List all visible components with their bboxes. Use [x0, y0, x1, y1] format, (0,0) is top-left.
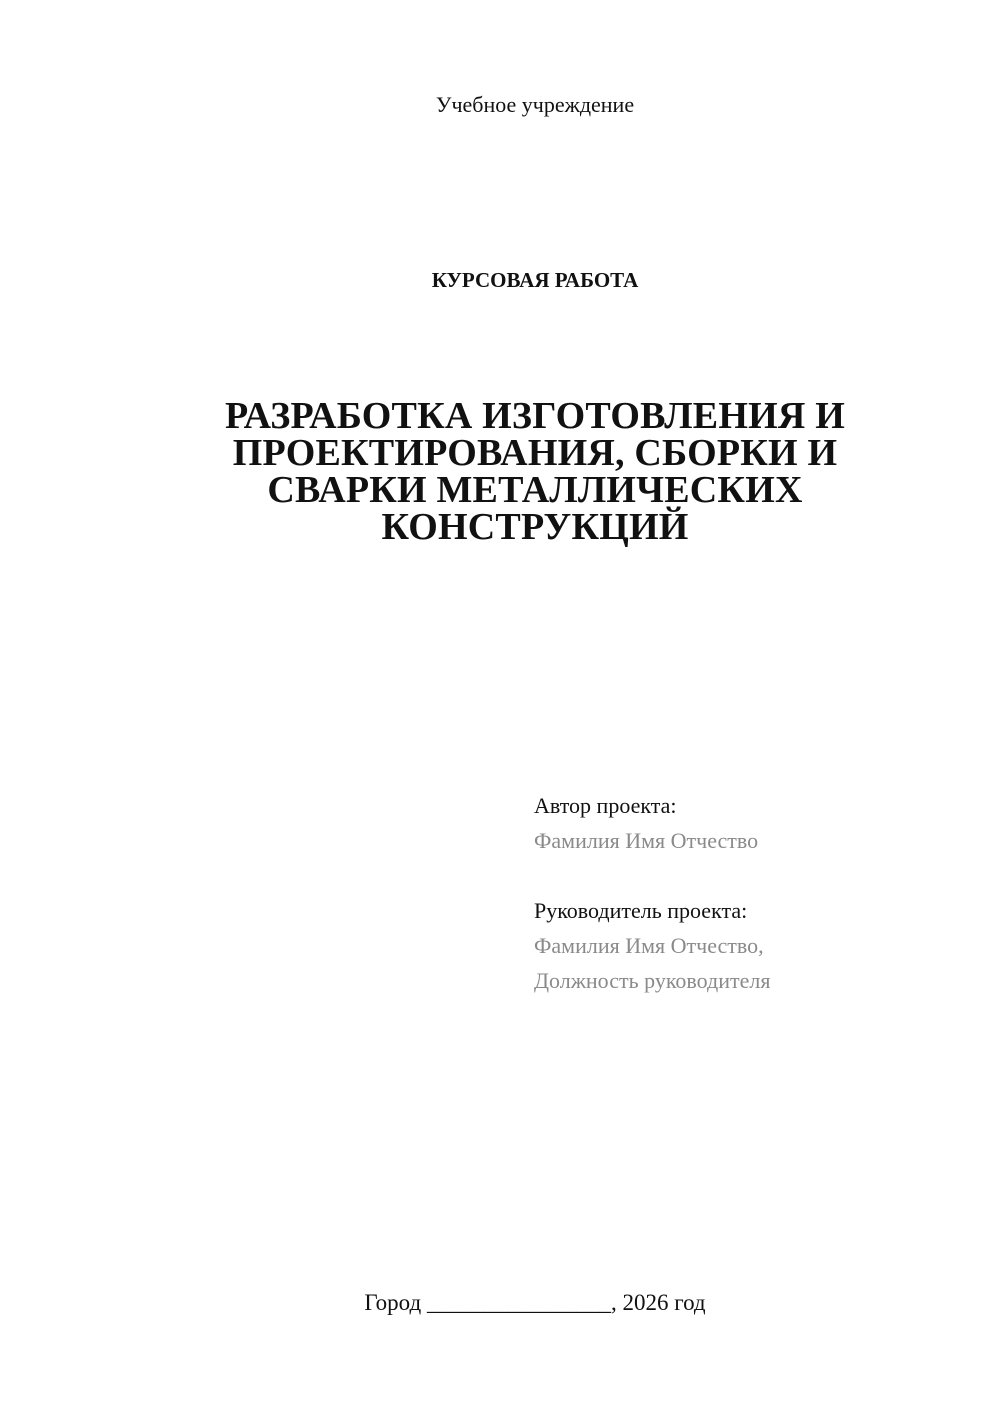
supervisor-position: Должность руководителя [534, 968, 771, 993]
title-line: КОНСТРУКЦИЙ [381, 506, 689, 548]
title-line: СВАРКИ МЕТАЛЛИЧЕСКИХ [267, 469, 803, 511]
document-title [180, 395, 890, 548]
supervisor-label: Руководитель проекта: [534, 898, 748, 923]
institution-name: Учебное учреждение [435, 92, 635, 117]
author-label: Автор проекта: [534, 793, 677, 818]
signature-block [534, 788, 770, 998]
title-line: ПРОЕКТИРОВАНИЯ, СБОРКИ И [232, 432, 838, 474]
author-name: Фамилия Имя Отчество [534, 828, 759, 853]
city-year-footer: Город ________________, 2026 год [364, 1290, 706, 1315]
spacer [534, 858, 770, 893]
title-line: РАЗРАБОТКА ИЗГОТОВЛЕНИЯ И [225, 395, 845, 437]
supervisor-name: Фамилия Имя Отчество, [534, 933, 764, 958]
work-type-heading: КУРСОВАЯ РАБОТА [431, 268, 639, 292]
